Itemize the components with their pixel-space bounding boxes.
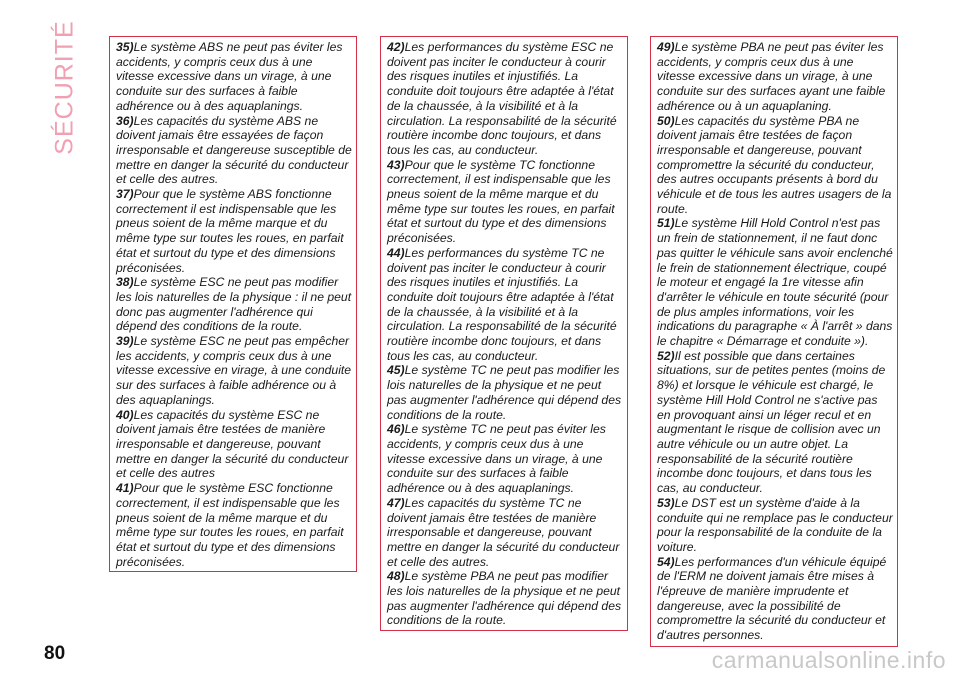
note-number: 38) <box>116 275 134 290</box>
note-51 <box>657 216 893 348</box>
section-title <box>50 19 80 155</box>
note-number: 53) <box>657 495 675 510</box>
note-number: 44) <box>387 245 405 260</box>
note-text: Les capacités du système ESC ne doivent jamais être testées de manière irresponsable et dangereuse, pouvant mettre en danger la sécurité du conducteur et celle des autres <box>116 407 349 481</box>
note-37 <box>116 187 352 275</box>
note-43 <box>387 158 623 246</box>
note-number: 43) <box>387 157 405 172</box>
note-38 <box>116 275 352 334</box>
note-text: Le système ESC ne peut pas modifier les lois naturelles de la physique : il ne peut donc pas augmenter l'adhérence qui dépend des conditions de la route. <box>116 275 352 334</box>
note-52 <box>657 349 893 496</box>
note-text: Le système PBA ne peut pas éviter les accidents, y compris ceux dus à une vitesse excessive dans un virage, à une conduite sur des surfaces ayant une faible adhérence ou à un aquaplaning. <box>657 40 886 113</box>
note-number: 42) <box>387 40 405 54</box>
note-number: 54) <box>657 554 675 569</box>
note-41 <box>116 481 352 569</box>
note-text: Le système TC ne peut pas éviter les accidents, y compris ceux dus à une vitesse excessive dans un virage, à une conduite sur des surfaces à faible adhérence ou à des aquaplanings. <box>387 422 606 496</box>
note-text: Les performances du système ESC ne doivent pas inciter le conducteur à courir des risques inutiles et injustifiés. La conduite doit toujours être adaptée à l'état de la chaussée, à la visibilité et à la circulation. La responsabilité de la sécurité routière incombe donc toujours, et dans tous les cas, au conducteur. <box>387 40 617 157</box>
note-number: 40) <box>116 407 134 422</box>
notes-column-2 <box>380 36 628 631</box>
note-text: Les capacités du système TC ne doivent jamais être testées de manière irresponsable et dangereuse, pouvant mettre en danger la sécurité du conducteur et celle des autres. <box>387 495 620 569</box>
watermark: carmanualsonline.info <box>711 647 946 673</box>
note-44 <box>387 246 623 364</box>
note-47 <box>387 496 623 570</box>
notes-column-1 <box>109 36 357 572</box>
note-text: Les capacités du système ABS ne doivent jamais être essayées de façon irresponsable et dangereuse susceptible de mettre en danger la sécurité du conducteur et celle des autres. <box>116 113 352 187</box>
note-number: 51) <box>657 216 675 231</box>
note-40 <box>116 408 352 482</box>
notes-column-3 <box>650 36 898 647</box>
note-text: Il est possible que dans certaines situations, sur de petites pentes (moins de 8%) et lorsque le véhicule est chargé, le système Hill Hold Control ne s'active pas en provoquant ainsi un léger recul et en augmentant le risque de collision avec un autre véhicule ou un autre objet. La responsabilité de la sécurité routière incombe donc toujours, et dans tous les cas, au conducteur. <box>657 348 886 496</box>
note-49 <box>657 40 893 114</box>
note-text: Le système TC ne peut pas modifier les lois naturelles de la physique et ne peut pas augmenter l'adhérence qui dépend des conditions de la route. <box>387 363 622 422</box>
note-number: 45) <box>387 363 405 378</box>
note-text: Les performances du système TC ne doivent pas inciter le conducteur à courir des risques inutiles et injustifiés. La conduite doit toujours être adaptée à l'état de la chaussée, à la visibilité et à la circulation. La responsabilité de la sécurité routière incombe donc toujours, et dans tous les cas, au conducteur. <box>387 245 617 363</box>
note-text: Le système ABS ne peut pas éviter les accidents, y compris ceux dus à une vitesse excessive dans un virage, à une conduite sur des surfaces à faible adhérence ou à des aquaplanings. <box>116 40 343 113</box>
note-50 <box>657 114 893 217</box>
note-number: 41) <box>116 481 134 496</box>
note-number: 46) <box>387 422 405 437</box>
note-number: 35) <box>116 40 134 54</box>
note-35 <box>116 40 352 114</box>
note-text: Le DST est un système d'aide à la conduite qui ne remplace pas le conducteur pour la responsabilité de la conduite de la voiture. <box>657 495 893 554</box>
note-48 <box>387 569 623 628</box>
note-number: 49) <box>657 40 675 54</box>
note-number: 50) <box>657 113 675 128</box>
note-text: Les capacités du système PBA ne doivent jamais être testées de façon irresponsable et dangereuse, pouvant compromettre la sécurité du conducteur, des autres occupants présents à bord du véhicule et de tous les autres usagers de la route. <box>657 113 892 216</box>
note-number: 37) <box>116 187 134 202</box>
page-number: 80 <box>44 643 66 664</box>
note-number: 52) <box>657 348 675 363</box>
note-text: Le système Hill Hold Control n'est pas un frein de stationnement, il ne faut donc pas quitter le véhicule sans avoir enclenché le frein de stationnement électrique, coupé le moteur et engagé la 1re vitesse afin d'arrêter le véhicule en toute sécurité (pour de plus amples informations, voir les indications du paragraphe « À l'arrêt » dans le chapitre « Démarrage et conduite »). <box>657 216 893 349</box>
note-number: 39) <box>116 334 134 349</box>
note-46 <box>387 422 623 496</box>
note-36 <box>116 114 352 188</box>
note-39 <box>116 334 352 408</box>
note-text: Pour que le système ABS fonctionne correctement il est indispensable que les pneus soient de la même marque et du même type sur toutes les roues, en parfait état et surtout du type et des dimensions préconisées. <box>116 187 344 275</box>
note-number: 47) <box>387 495 405 510</box>
note-45 <box>387 363 623 422</box>
note-text: Le système ESC ne peut pas empêcher les accidents, y compris ceux dus à une vitesse excessive en virage, à une conduite sur des surfaces à faible adhérence ou à des aquaplanings. <box>116 334 352 407</box>
note-number: 48) <box>387 569 405 584</box>
note-text: Les performances d'un véhicule équipé de l'ERM ne doivent jamais être mises à l'épreuve de manière imprudente et dangereuse, avec la possibilité de compromettre la sécurité du conducteur et d'autres personnes. <box>657 554 887 643</box>
note-text: Pour que le système ESC fonctionne correctement, il est indispensable que les pneus soient de la même marque et du même type sur toutes les roues, en parfait état et surtout du type et des dimensions préconisées. <box>116 481 344 569</box>
section-title-text: SÉCURITÉ <box>50 19 79 155</box>
note-53 <box>657 496 893 555</box>
note-text: Pour que le système TC fonctionne correctement, il est indispensable que les pneus soient de la même marque et du même type sur toutes les roues, en parfait état et surtout du type et des dimensions préconisées. <box>387 157 615 246</box>
note-54 <box>657 555 893 643</box>
note-text: Le système PBA ne peut pas modifier les lois naturelles de la physique et ne peut pas augmenter l'adhérence qui dépend des conditions de la route. <box>387 569 622 628</box>
note-number: 36) <box>116 113 134 128</box>
note-42 <box>387 40 623 158</box>
